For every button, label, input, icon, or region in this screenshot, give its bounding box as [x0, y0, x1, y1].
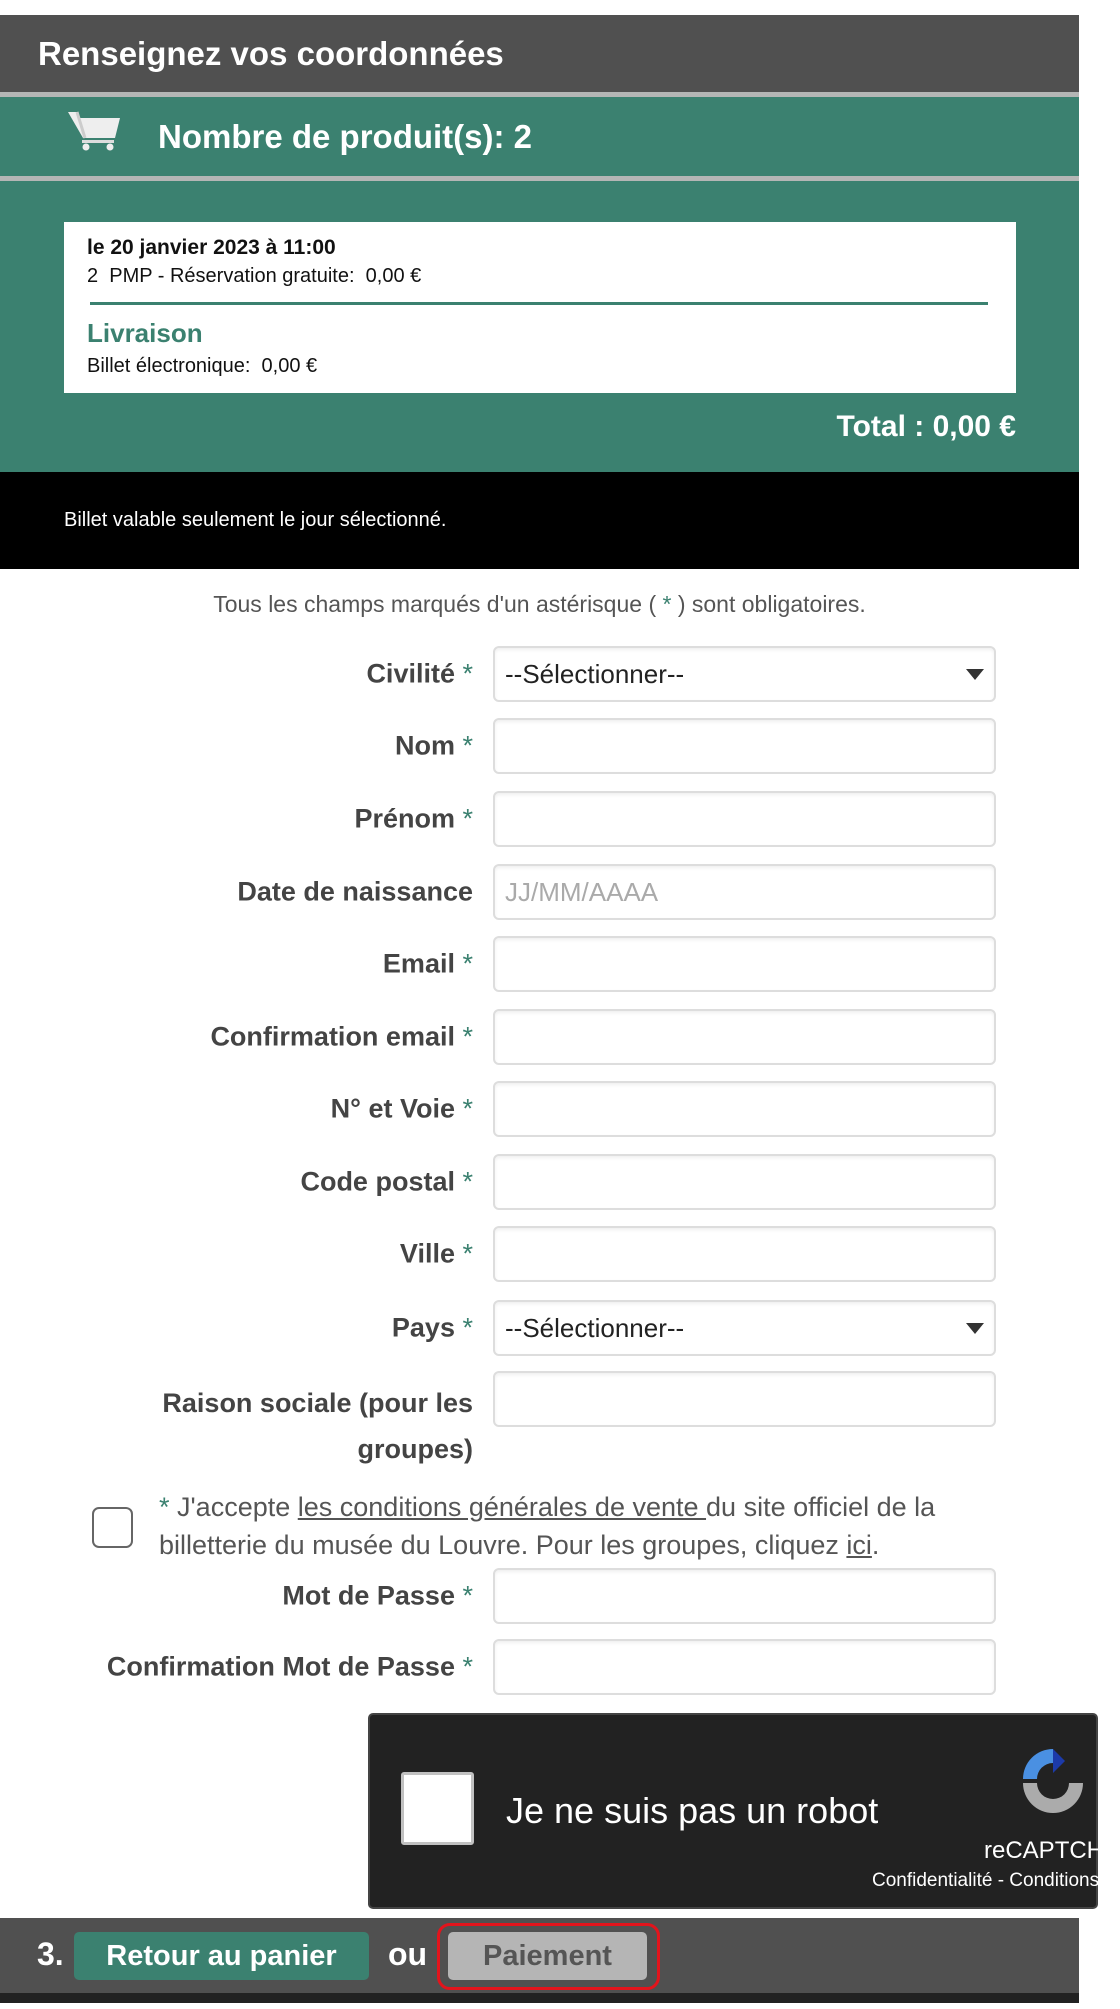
payment-button[interactable]: Paiement	[448, 1932, 647, 1980]
email-label: Email *	[382, 948, 473, 979]
delivery-item: Billet électronique: 0,00 €	[87, 355, 318, 377]
raison-input[interactable]	[493, 1371, 996, 1427]
email-input[interactable]	[493, 936, 996, 992]
cgv-checkbox[interactable]	[92, 1507, 133, 1548]
civilite-select[interactable]	[493, 646, 996, 702]
back-to-cart-button[interactable]: Retour au panier	[74, 1932, 369, 1980]
recaptcha-checkbox[interactable]	[401, 1772, 474, 1845]
recaptcha-label: Je ne suis pas un robot	[506, 1790, 879, 1831]
cart-icon	[66, 109, 122, 151]
ville-input[interactable]	[493, 1226, 996, 1282]
cart-bar	[0, 97, 1079, 176]
recaptcha-logo-icon	[1018, 1743, 1088, 1821]
required-note	[0, 591, 1079, 618]
groups-link[interactable]: ici	[846, 1530, 872, 1560]
pays-select[interactable]	[493, 1300, 996, 1356]
page-title: Renseignez vos coordonnées	[0, 15, 1079, 92]
cp-label: Code postal *	[300, 1166, 473, 1197]
mdp-confirm-input[interactable]	[493, 1639, 996, 1695]
order-total: Total : 0,00 €	[836, 410, 1016, 443]
ville-label: Ville *	[399, 1238, 473, 1269]
nom-input[interactable]	[493, 718, 996, 774]
naissance-label: Date de naissance	[237, 876, 473, 907]
recaptcha-links[interactable]: Confidentialité - Conditions	[872, 1870, 1100, 1891]
product-count: Nombre de produit(s): 2	[158, 118, 533, 155]
mdp-label: Mot de Passe *	[282, 1580, 473, 1611]
note-text: Tous les champs marqués d'un astérisque (	[213, 591, 657, 617]
nom-label: Nom *	[394, 730, 473, 761]
naissance-input[interactable]	[493, 864, 996, 920]
pays-value: --Sélectionner--	[505, 1312, 685, 1343]
chevron-down-icon	[966, 1323, 984, 1334]
divider	[90, 302, 988, 305]
note-text: ) sont obligatoires.	[677, 591, 866, 617]
civilite-value: --Sélectionner--	[505, 658, 685, 689]
asterisk: *	[656, 591, 678, 617]
voie-label: N° et Voie *	[330, 1093, 473, 1124]
cp-input[interactable]	[493, 1154, 996, 1210]
chevron-down-icon	[966, 669, 984, 680]
recaptcha-brand: reCAPTCHA	[984, 1837, 1120, 1864]
step-number: 3.	[37, 1936, 64, 1972]
cgv-text: * J'accepte les conditions générales de vente du site officiel de la billetterie du musée du Louvre. Pour les groupes, cliquez ici.	[159, 1492, 936, 1560]
recaptcha-widget	[368, 1713, 1120, 1909]
or-text: ou	[388, 1936, 428, 1972]
raison-label: Raison sociale (pour les groupes)	[162, 1388, 473, 1464]
mdp-confirm-label: Confirmation Mot de Passe *	[106, 1651, 473, 1682]
email-confirm-label: Confirmation email *	[210, 1021, 473, 1052]
notice-bar	[0, 472, 1079, 569]
voie-input[interactable]	[493, 1081, 996, 1137]
divider	[0, 1993, 1079, 2003]
order-date: le 20 janvier 2023 à 11:00	[87, 236, 336, 259]
prenom-input[interactable]	[493, 791, 996, 847]
email-confirm-input[interactable]	[493, 1009, 996, 1065]
mdp-input[interactable]	[493, 1568, 996, 1624]
notice-text: Billet valable seulement le jour sélectionné.	[64, 509, 447, 531]
cgv-link[interactable]: les conditions générales de vente	[297, 1492, 707, 1522]
pays-label: Pays *	[391, 1312, 473, 1343]
civilite-label: Civilité *	[366, 658, 473, 689]
prenom-label: Prénom *	[354, 803, 473, 834]
order-box	[64, 222, 1016, 393]
delivery-title: Livraison	[87, 318, 203, 348]
order-item: 2 PMP - Réservation gratuite: 0,00 €	[87, 265, 422, 287]
